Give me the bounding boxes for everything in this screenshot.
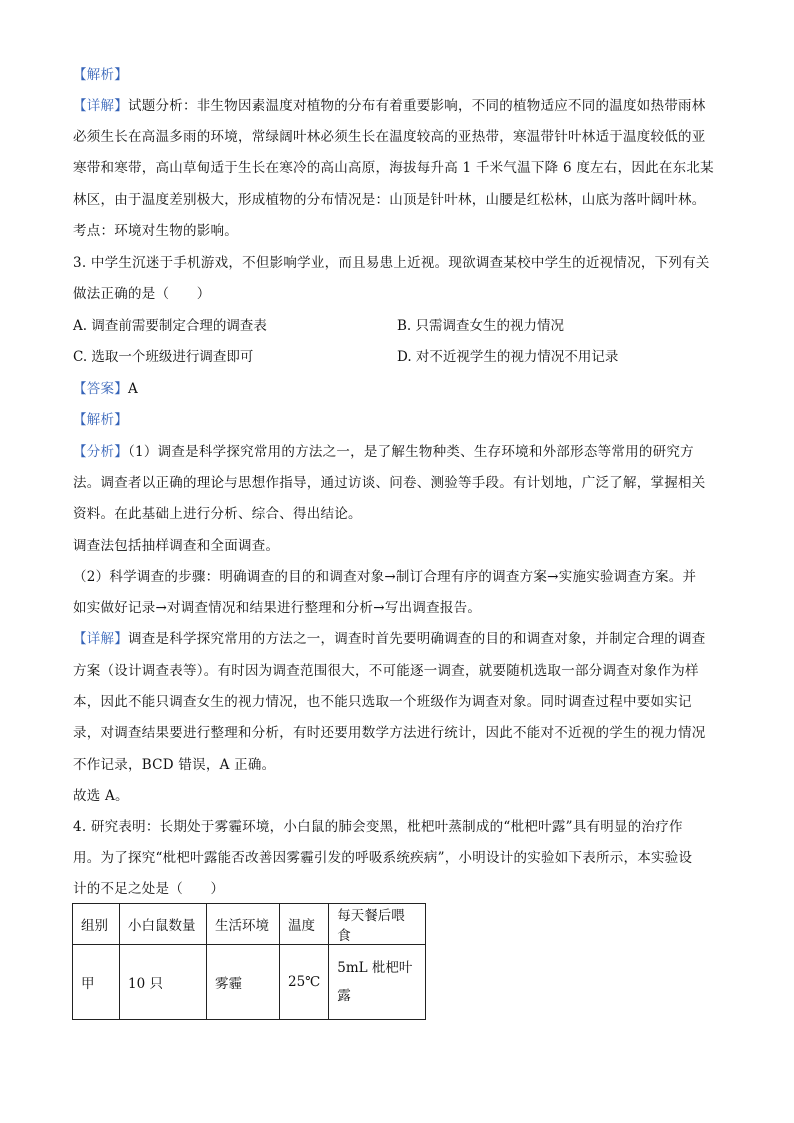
detail-paragraph-line: 【详解】调查是科学探究常用的方法之一，调查时首先要明确调查的目的和调查对象，并制定合理的调查: [73, 631, 706, 647]
q4-stem-line: 4. 研究表明：长期处于雾霾环境，小白鼠的肺会变黑，枇杷叶蒸制成的“枇杷叶露”具有明显的治疗作: [73, 819, 683, 835]
q3-answer-line: [73, 380, 733, 398]
fenxi-line: 法。调查者以正确的理论与思想作指导，通过访谈、问卷、测验等手段。有计划地，广泛了解，掌握相关: [73, 475, 706, 491]
q4-stem-line: 计的不足之处是（ ）: [73, 881, 225, 897]
detail-tag: 【详解】: [73, 631, 128, 647]
table-cell: 5mL 枇杷叶 露: [329, 945, 426, 1020]
answer-value: A: [128, 381, 138, 397]
q3-option-d: D. 对不近视学生的视力情况不用记录: [397, 349, 619, 365]
table-header-cell: 组别: [73, 904, 120, 945]
table-cell: 雾霾: [207, 945, 280, 1020]
fenxi-line: 调查法包括抽样调查和全面调查。: [73, 538, 280, 554]
detail-paragraph-line: 不作记录，BCD 错误，A 正确。: [73, 757, 276, 773]
conclusion-line: 故选 A。: [73, 788, 129, 804]
fenxi-tag: 【分析】: [73, 444, 128, 460]
detail-paragraph-line: 方案（设计调查表等）。有时因为调查范围很大，不可能逐一调查，就要随机选取一部分调查对象作为样: [73, 663, 699, 679]
fenxi-line: 【分析】（1）调查是科学探究常用的方法之一，是了解生物种类、生存环境和外部形态等常用的研究方: [73, 444, 694, 460]
table-cell: 甲: [73, 945, 120, 1020]
q3-option-a: A. 调查前需要制定合理的调查表: [73, 318, 267, 334]
q3-stem-line: 做法正确的是（ ）: [73, 286, 211, 302]
detail-tag: 【详解】: [73, 98, 128, 114]
fenxi-line: 资料。在此基础上进行分析、综合、得出结论。: [73, 506, 362, 522]
table-header-cell: 每天餐后喂食: [329, 904, 426, 945]
table-header-row: [73, 904, 426, 945]
kaodian-line: 考点：环境对生物的影响。: [73, 223, 238, 239]
fenxi-line: 如实做好记录→对调查情况和结果进行整理和分析→写出调查报告。: [73, 600, 482, 616]
detail-paragraph-line: 录，对调查结果要进行整理和分析，有时还要用数学方法进行统计，因此不能对不近视的学生的视力情况: [73, 725, 706, 741]
table-header-cell: 生活环境: [207, 904, 280, 945]
analysis-tag: 【解析】: [73, 67, 128, 83]
q3-option-c: C. 选取一个班级进行调查即可: [73, 349, 254, 365]
q3-stem-line: 3. 中学生沉迷于手机游戏，不但影响学业，而且易患上近视。现欲调查某校中学生的近视情况，下列有关: [73, 255, 710, 271]
detail-paragraph-line: 必须生长在高温多雨的环境，常绿阔叶林必须生长在温度较高的亚热带，寒温带针叶林适于温度较低的亚: [73, 129, 706, 145]
experiment-table: [72, 903, 426, 1020]
analysis-tag: 【解析】: [73, 412, 128, 428]
detail-paragraph-line: 林区，由于温度差别极大，形成植物的分布情况是：山顶是针叶林，山腰是红松林，山底为落叶阔叶林。: [73, 192, 706, 208]
q4-stem-line: 用。为了探究“枇杷叶露能否改善因雾霾引发的呼吸系统疾病”，小明设计的实验如下表所示，本实验设: [73, 850, 693, 866]
detail-paragraph-line: 本，因此不能只调查女生的视力情况，也不能只选取一个班级作为调查对象。同时调查过程中要如实记: [73, 694, 692, 710]
fenxi-line: （2）科学调查的步骤：明确调查的目的和调查对象→制订合理有序的调查方案→实施实验调查方案。并: [73, 569, 697, 585]
answer-tag: 【答案】: [73, 381, 128, 397]
q3-option-b: B. 只需调查女生的视力情况: [397, 318, 565, 334]
table-cell: 25℃: [280, 945, 329, 1020]
table-header-cell: 小白鼠数量: [120, 904, 207, 945]
table-row: [73, 945, 426, 1020]
table-header-cell: 温度: [280, 904, 329, 945]
table-cell: 10 只: [120, 945, 207, 1020]
detail-paragraph-line: 寒带和寒带，高山草甸适于生长在寒冷的高山高原，海拔每升高 1 千米气温下降 6 度左右，因此在东北某: [73, 160, 714, 176]
detail-paragraph-line: 【详解】试题分析：非生物因素温度对植物的分布有着重要影响，不同的植物适应不同的温度如热带雨林: [73, 98, 706, 114]
